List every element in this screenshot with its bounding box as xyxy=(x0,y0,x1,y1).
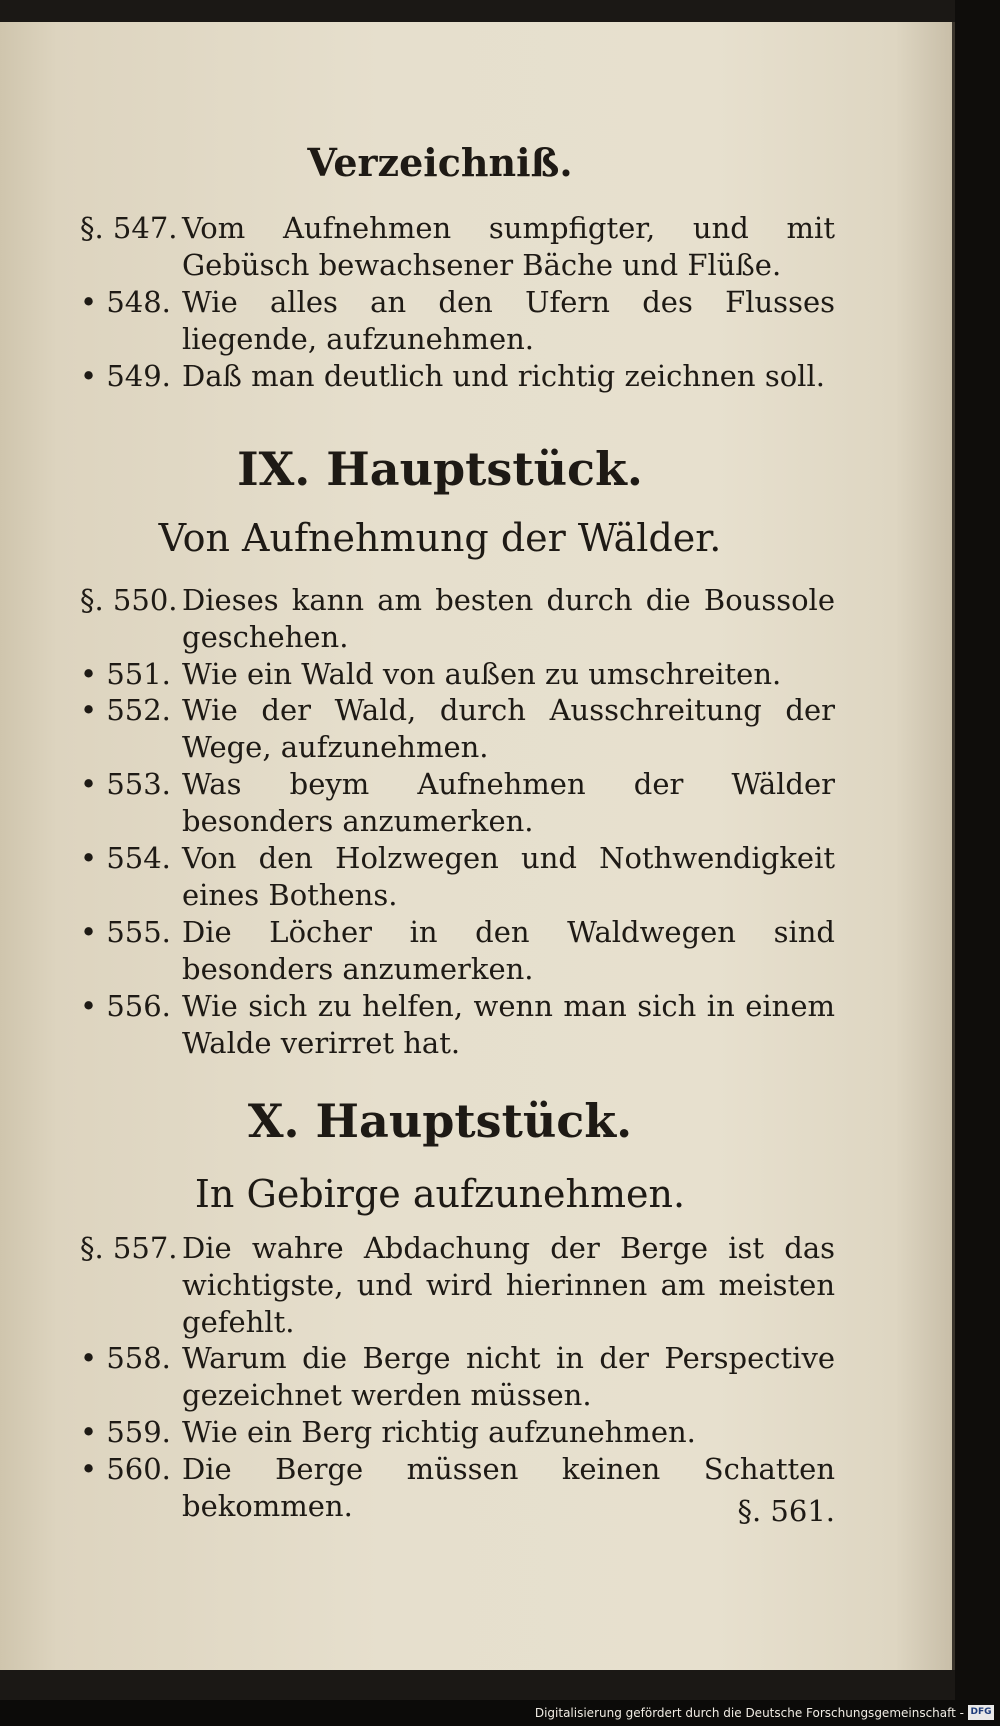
entry-number: • 560. xyxy=(80,1452,171,1486)
entry-text: Die Löcher in den Waldwegen sind besonders anzumerken. xyxy=(182,915,835,986)
toc-entry xyxy=(80,1230,835,1341)
toc-entry xyxy=(80,914,835,988)
entry-number: • 555. xyxy=(80,915,171,949)
entry-text: Was beym Aufnehmen der Wälder besonders anzumerken. xyxy=(182,767,835,838)
chapter-title: IX. Hauptstück. xyxy=(237,442,643,496)
toc-entry xyxy=(80,692,835,766)
entry-number: • 553. xyxy=(80,767,171,801)
entry-number: • 551. xyxy=(80,657,171,691)
entry-text: Wie ein Berg richtig aufzunehmen. xyxy=(182,1415,696,1449)
entry-number: §. 557. xyxy=(80,1231,178,1265)
toc-entry xyxy=(80,284,835,358)
running-head: Verzeichniß. xyxy=(307,140,573,185)
toc-entry xyxy=(80,840,835,914)
footer-bar xyxy=(0,1700,1000,1726)
toc-entry xyxy=(80,988,835,1062)
entry-number: • 556. xyxy=(80,989,171,1023)
toc-entry xyxy=(80,1414,835,1451)
entry-number: §. 550. xyxy=(80,583,178,617)
entry-text: Vom Aufnehmen sumpfigter, und mit Gebüsch bewachsener Bäche und Flüße. xyxy=(182,211,835,282)
toc-entry xyxy=(80,210,835,284)
page-text xyxy=(0,22,955,1670)
chapter-subtitle: Von Aufnehmung der Wälder. xyxy=(158,516,722,560)
dfg-logo-icon: DFG xyxy=(968,1705,994,1720)
book-spine-shadow xyxy=(955,0,1000,1700)
entry-text: Daß man deutlich und richtig zeichnen soll. xyxy=(182,359,825,393)
entry-text: Wie alles an den Ufern des Flusses liegende, aufzunehmen. xyxy=(182,285,835,356)
catchword: §. 561. xyxy=(737,1494,835,1528)
chapter-subtitle: In Gebirge aufzunehmen. xyxy=(194,1172,686,1216)
entry-number: • 548. xyxy=(80,285,171,319)
book-page xyxy=(0,22,955,1670)
entry-number: • 552. xyxy=(80,693,171,727)
entry-text: Warum die Berge nicht in der Perspective gezeichnet werden müssen. xyxy=(182,1341,835,1412)
entry-text: Wie sich zu helfen, wenn man sich in einem Walde verirret hat. xyxy=(182,989,835,1060)
entry-text: Wie der Wald, durch Ausschreitung der Wege, aufzunehmen. xyxy=(182,693,835,764)
toc-entry xyxy=(80,582,835,656)
footer-credit: Digitalisierung gefördert durch die Deutsche Forschungsgemeinschaft - xyxy=(534,1706,964,1720)
entry-text: Wie ein Wald von außen zu umschreiten. xyxy=(182,657,782,691)
entry-text: Von den Holzwegen und Nothwendigkeit eines Bothens. xyxy=(182,841,835,912)
entry-text: Die Berge müssen keinen Schatten bekommen. xyxy=(182,1452,835,1523)
entry-text: Die wahre Abdachung der Berge ist das wichtigste, und wird hierinnen am meisten gefehlt. xyxy=(182,1231,835,1339)
toc-entry xyxy=(80,358,835,395)
toc-entry xyxy=(80,766,835,840)
entry-number: • 558. xyxy=(80,1341,171,1375)
entry-text: Dieses kann am besten durch die Boussole geschehen. xyxy=(182,583,835,654)
entry-number: • 559. xyxy=(80,1415,171,1449)
entry-number: • 554. xyxy=(80,841,171,875)
toc-entry xyxy=(80,1340,835,1414)
entry-number: • 549. xyxy=(80,359,171,393)
chapter-title: X. Hauptstück. xyxy=(247,1094,633,1148)
entry-number: §. 547. xyxy=(80,211,178,245)
toc-entry xyxy=(80,1451,835,1525)
toc-entry xyxy=(80,656,835,693)
